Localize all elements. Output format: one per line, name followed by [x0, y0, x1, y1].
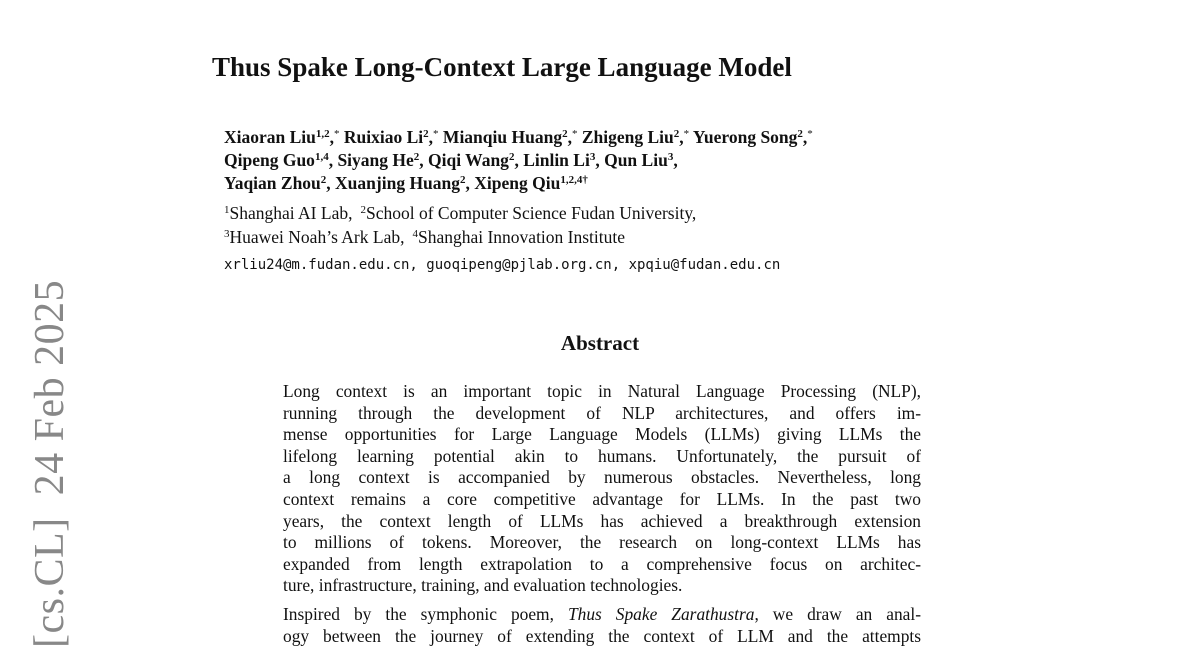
abstract-line: ture, infrastructure, training, and evaluation technologies.: [283, 575, 683, 596]
author: Qun Liu: [604, 150, 668, 170]
affiliation-line-2: $^3$Huawei Noah’s Ark Lab, $^4$Shanghai Innovation Institute: [224, 227, 626, 247]
paper-title: Thus Spake Long-Context Large Language Model: [212, 52, 792, 82]
abstract-body: [283, 381, 921, 647]
abstract-line: years, the context length of LLMs has achieved a breakthrough extension: [283, 510, 921, 531]
author: Xipeng Qiu: [474, 173, 561, 193]
author-emails: xrliu24@m.fudan.edu.cn, guoqipeng@pjlab.org.cn, xpqiu@fudan.edu.cn: [224, 257, 781, 273]
affiliation: Huawei Noah’s Ark Lab,: [229, 227, 405, 247]
author-line-1: Xiaoran Liu$^{1,2}$,* Ruixiao Li$^2$,* Mianqiu Huang$^2$,* Zhigeng Liu$^2$,* Yuerong Song$^2$,*: [224, 127, 813, 147]
author: Zhigeng Liu: [581, 127, 674, 147]
affiliation: Shanghai Innovation Institute: [417, 227, 626, 247]
abstract-paragraph-1: [283, 381, 921, 597]
arxiv-category: [cs.CL]: [27, 517, 73, 648]
affiliation: School of Computer Science Fudan University,: [365, 203, 697, 223]
author: Xuanjing Huang: [335, 173, 461, 193]
abstract-line: to millions of tokens. Moreover, the research on long-context LLMs has: [283, 532, 921, 553]
author: Yaqian Zhou: [224, 173, 321, 193]
abstract-line: expanded from length extrapolation to a comprehensive focus on architec-: [283, 553, 921, 574]
author: Linlin Li: [523, 150, 590, 170]
abstract-line: context remains a core competitive advantage for LLMs. In the past two: [283, 488, 921, 509]
author-list: [224, 126, 944, 195]
abstract-line: Inspired by the symphonic poem, Thus Spake Zarathustra, we draw an anal-: [283, 603, 921, 624]
abstract-paragraph-2: [283, 604, 921, 647]
poem-title: Thus Spake Zarathustra: [567, 603, 755, 624]
author: Yuerong Song: [692, 127, 798, 147]
author: Qiqi Wang: [428, 150, 509, 170]
affiliation: Shanghai AI Lab,: [229, 203, 353, 223]
abstract-line: running through the development of NLP architectures, and offers im-: [283, 402, 921, 423]
author-line-3: Yaqian Zhou$^2$, Xuanjing Huang$^2$, Xipeng Qiu$^{1,2,4\dagger}$: [224, 173, 588, 193]
arxiv-date: 24 Feb 2025: [27, 279, 73, 496]
author: Xiaoran Liu: [224, 127, 316, 147]
abstract-line: lifelong learning potential akin to humans. Unfortunately, the pursuit of: [283, 445, 921, 466]
author: Siyang He: [337, 150, 414, 170]
abstract-heading: Abstract: [560, 331, 640, 355]
author: Qipeng Guo: [224, 150, 315, 170]
abstract-line: mense opportunities for Large Language Models (LLMs) giving LLMs the: [283, 424, 921, 445]
abstract-line: a long context is accompanied by numerous obstacles. Nevertheless, long: [283, 467, 921, 488]
author: Ruixiao Li: [343, 127, 424, 147]
affiliation-line-1: $^1$Shanghai AI Lab, $^2$School of Computer Science Fudan University,: [224, 203, 697, 223]
author-line-2: Qipeng Guo$^{1,4}$, Siyang He$^2$, Qiqi Wang$^2$, Linlin Li$^3$, Qun Liu$^3$,: [224, 150, 678, 170]
abstract-line: Long context is an important topic in Natural Language Processing (NLP),: [283, 381, 921, 401]
author: Mianqiu Huang: [442, 127, 563, 147]
affiliation-list: [224, 201, 696, 249]
abstract-line: ogy between the journey of extending the context of LLM and the attempts: [283, 625, 921, 646]
